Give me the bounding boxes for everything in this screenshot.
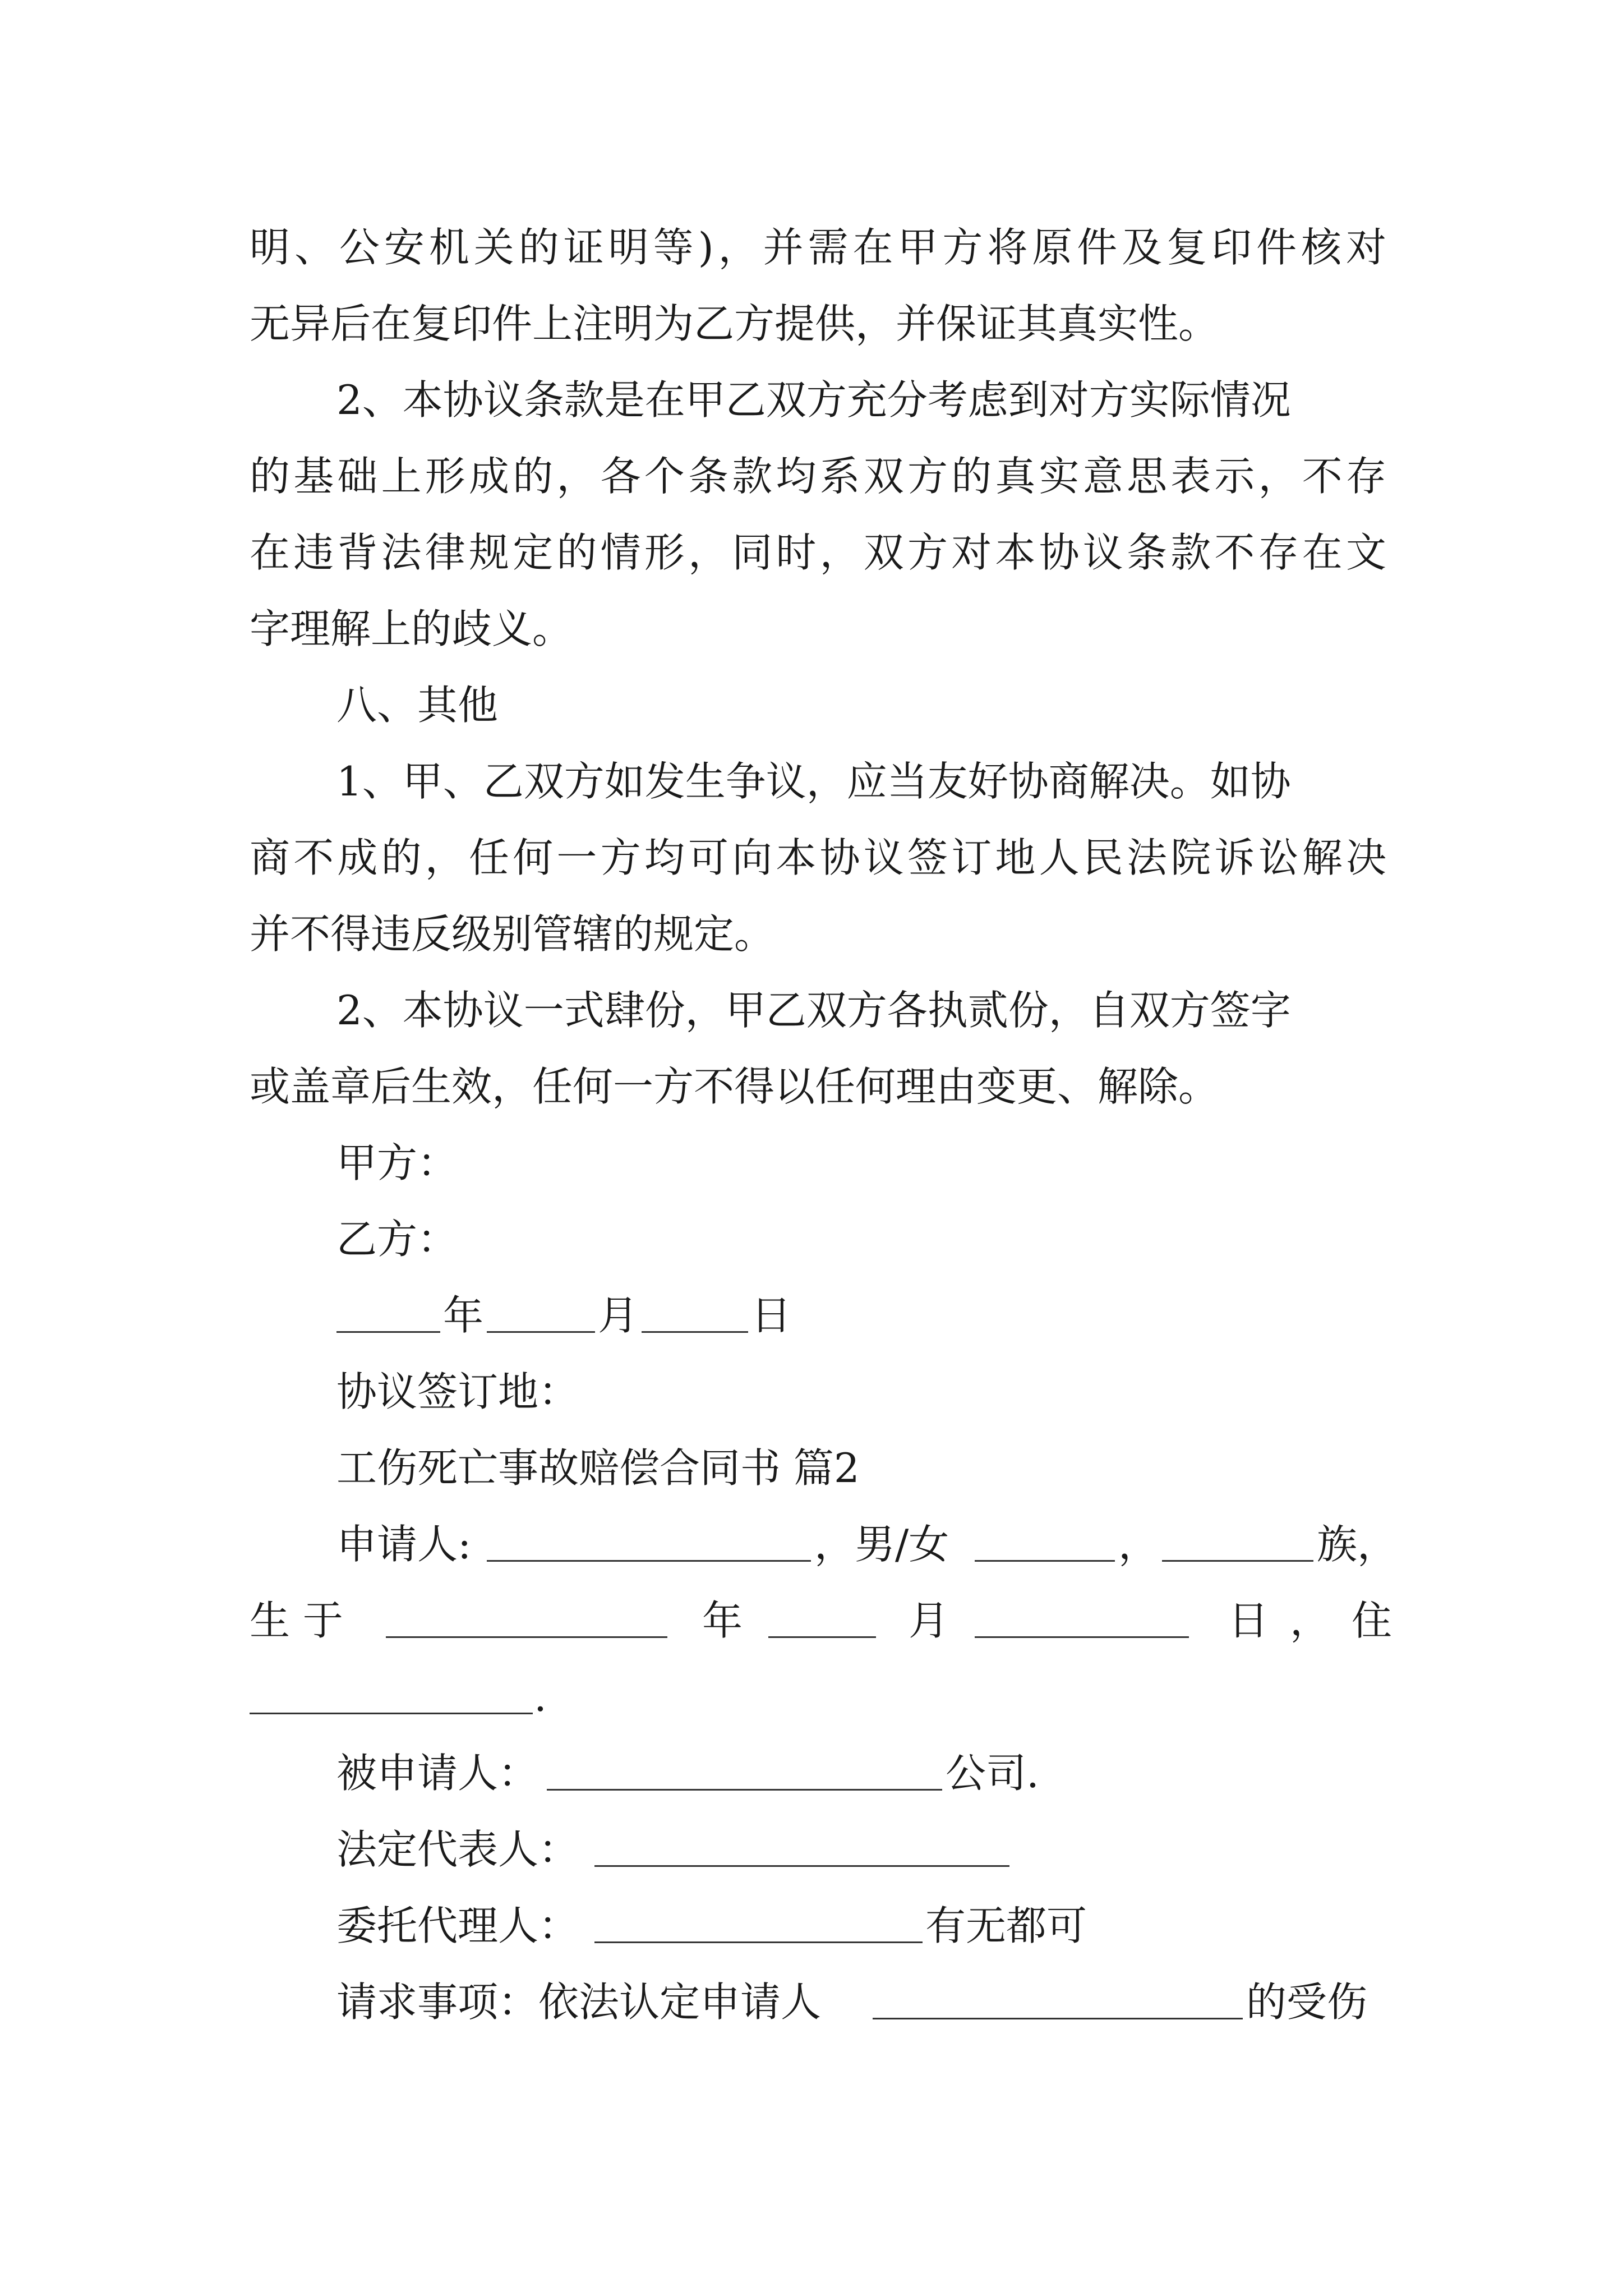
birth-month-label: 月	[909, 1597, 949, 1644]
text-line	[0, 896, 1623, 972]
text-line	[0, 1048, 1623, 1125]
ethnicity-label: 族，	[1317, 1521, 1398, 1568]
applicant-name-blank	[487, 1560, 811, 1562]
respondent-suffix: 公司.	[946, 1750, 1039, 1797]
text-line	[0, 743, 1623, 820]
request-line	[0, 1964, 1623, 2040]
birth-day-label: 日，住	[1228, 1597, 1414, 1644]
birth-year-label: 年	[702, 1597, 743, 1644]
text-line	[0, 820, 1623, 896]
party-b-label: 乙方：	[336, 1216, 458, 1263]
text-line	[0, 972, 1623, 1048]
line-text: 在违背法律规定的情形，同时，双方对本协议条款不存在文	[250, 529, 1386, 576]
line-text: 2、本协议条款是在甲乙双方充分考虑到对方实际情况	[336, 376, 1291, 424]
year-label: 年	[443, 1292, 484, 1339]
text-line	[0, 514, 1623, 591]
applicant-label: 申请人:	[336, 1521, 472, 1568]
line-text: 1、甲、乙双方如发生争议，应当友好协商解决。如协	[336, 758, 1291, 805]
legal-rep-line	[0, 1811, 1623, 1888]
section-heading	[0, 667, 1623, 743]
text-line	[0, 362, 1623, 438]
month-label: 月	[598, 1292, 639, 1339]
request-suffix: 的受伤	[1246, 1978, 1368, 2026]
line-text: 的基础上形成的，各个条款均系双方的真实意思表示，不存	[250, 453, 1386, 500]
party-a-label: 甲方：	[336, 1139, 458, 1186]
month-blank	[487, 1331, 595, 1333]
gender-blank	[975, 1560, 1115, 1562]
line-text: 商不成的，任何一方均可向本协议签订地人民法院诉讼解决	[250, 834, 1386, 881]
section-title	[0, 1430, 1623, 1506]
text-line	[0, 591, 1623, 667]
ethnicity-blank	[1162, 1560, 1313, 1562]
sign-place-label: 协议签订地：	[336, 1368, 579, 1415]
party-a-signature	[0, 1125, 1623, 1201]
address-line	[0, 1659, 1623, 1735]
legal-rep-label: 法定代表人：	[336, 1826, 579, 1873]
address-end: .	[534, 1673, 547, 1720]
sign-place	[0, 1354, 1623, 1430]
agent-blank	[594, 1941, 923, 1943]
birth-month-blank	[768, 1636, 876, 1638]
text-line	[0, 286, 1623, 362]
section-title-text: 工伤死亡事故赔偿合同书 篇2	[336, 1444, 860, 1492]
agent-suffix: 有无都可	[925, 1902, 1087, 1949]
year-blank	[336, 1331, 440, 1333]
text-line	[0, 209, 1623, 286]
respondent-blank	[547, 1789, 942, 1791]
born-label: 生 于	[250, 1597, 343, 1644]
legal-rep-blank	[594, 1865, 1009, 1867]
line-text: 无异后在复印件上注明为乙方提供，并保证其真实性。	[250, 300, 1219, 347]
birth-line	[0, 1582, 1623, 1659]
party-b-signature	[0, 1201, 1623, 1277]
birth-year-blank	[386, 1636, 667, 1638]
line-text: 字理解上的歧义。	[250, 605, 573, 652]
request-label: 请求事项：依法认定申请人	[336, 1978, 822, 2026]
agent-line	[0, 1888, 1623, 1964]
line-text: 并不得违反级别管辖的规定。	[250, 910, 775, 958]
date-line	[0, 1277, 1623, 1354]
text-line	[0, 438, 1623, 514]
day-label: 日	[751, 1292, 792, 1339]
line-text: 或盖章后生效，任何一方不得以任何理由变更、解除。	[250, 1063, 1219, 1110]
line-text: 明、公安机关的证明等)，并需在甲方将原件及复印件核对	[250, 224, 1386, 271]
comma-separator: ，	[1118, 1521, 1159, 1568]
day-blank	[642, 1331, 748, 1333]
gender-label: ，男/女	[814, 1521, 949, 1568]
line-text: 2、本协议一式肆份，甲乙双方各执贰份，自双方签字	[336, 987, 1291, 1034]
respondent-line	[0, 1735, 1623, 1811]
address-blank	[250, 1713, 533, 1714]
agent-label: 委托代理人：	[336, 1902, 579, 1949]
line-text: 八、其他	[336, 682, 499, 729]
birth-day-blank	[975, 1636, 1189, 1638]
respondent-label: 被申请人：	[336, 1750, 539, 1797]
applicant-line	[0, 1506, 1623, 1582]
request-blank	[873, 2018, 1243, 2019]
